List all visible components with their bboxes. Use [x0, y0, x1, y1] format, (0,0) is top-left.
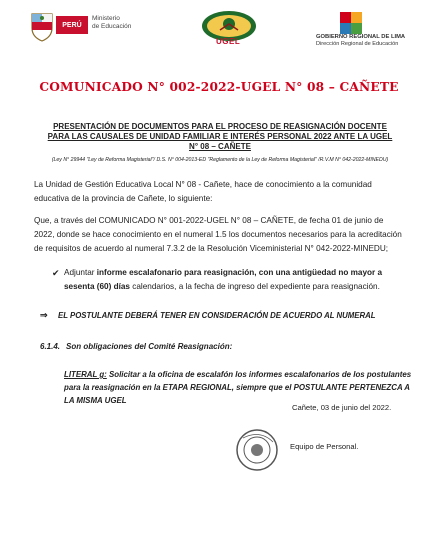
peru-label: PERÚ [56, 16, 88, 34]
signature-team: Equipo de Personal. [290, 442, 359, 451]
checkmark-icon: ✔ [52, 268, 60, 278]
document-title: COMUNICADO N° 002-2022-UGEL N° 08 – CAÑETE [39, 80, 399, 94]
official-seal-icon [235, 428, 279, 472]
requirement-bullet: Adjuntar informe escalafonario para reasignación, con una antigüedad no mayor a sesenta (60) días calendarios, a la fecha de ingreso del expediente para reasignación. [64, 268, 383, 291]
intro-paragraph: La Unidad de Gestión Educativa Local N° 08 - Cañete, hace de conocimiento a la comunidad educativa de la provincia de Cañete, lo siguiente: [34, 180, 372, 203]
context-paragraph: Que, a través del COMUNICADO N° 001-2022-UGEL N° 08 – CAÑETE, de fecha 01 de junio de 2022, donde se hace conocimiento en el numeral 1.5 los documentos necesarios para la acreditación de requisitos de acuerdo al numeral 7.3.2 de la Resolución Viceministerial N° 042-2022-MINEDU; [34, 216, 402, 253]
ministry-label: Ministerio de Educación [92, 15, 132, 30]
lima-direction-name: Dirección Regional de Educación [316, 41, 399, 47]
ugel-label: UGEL [216, 37, 241, 46]
issue-date: Cañete, 03 de junio del 2022. [292, 403, 392, 412]
legal-reference: (Ley N° 29944 "Ley de Reforma Magisterial"/ D.S. N° 004-2013-ED "Reglamento de la Ley de Reforma Magisterial" /R.V.M N° 042-2022-MINEDU) [51, 157, 389, 163]
lima-region-name: GOBIERNO REGIONAL DE LIMA [316, 34, 406, 40]
peru-shield-icon [30, 12, 54, 42]
important-note: EL POSTULANTE DEBERÁ TENER EN CONSIDERACIÓN DE ACUERDO AL NUMERAL [58, 311, 376, 320]
section-number: 6.1.4. [40, 342, 61, 351]
lima-region-logo-icon [340, 12, 362, 34]
literal-g-text: LITERAL g: Solicitar a la oficina de escalafón los informes escalafonarios de los postulantes para la reasignación en la ETAPA REGIONAL, siempre que el POSTULANTE PERTENEZCA A LA MISMA UGEL [64, 370, 412, 405]
subject-heading: PRESENTACIÓN DE DOCUMENTOS PARA EL PROCESO DE REASIGNACIÓN DOCENTE PARA LAS CAUSALES DE UNIDAD FAMILIAR E INTERÉS PERSONAL 2022 ANTE LA UGEL N° 08 – CAÑETE [47, 122, 393, 151]
right-arrow-icon: ⇒ [40, 310, 48, 320]
section-title: Son obligaciones del Comité Reasignación: [66, 342, 233, 351]
